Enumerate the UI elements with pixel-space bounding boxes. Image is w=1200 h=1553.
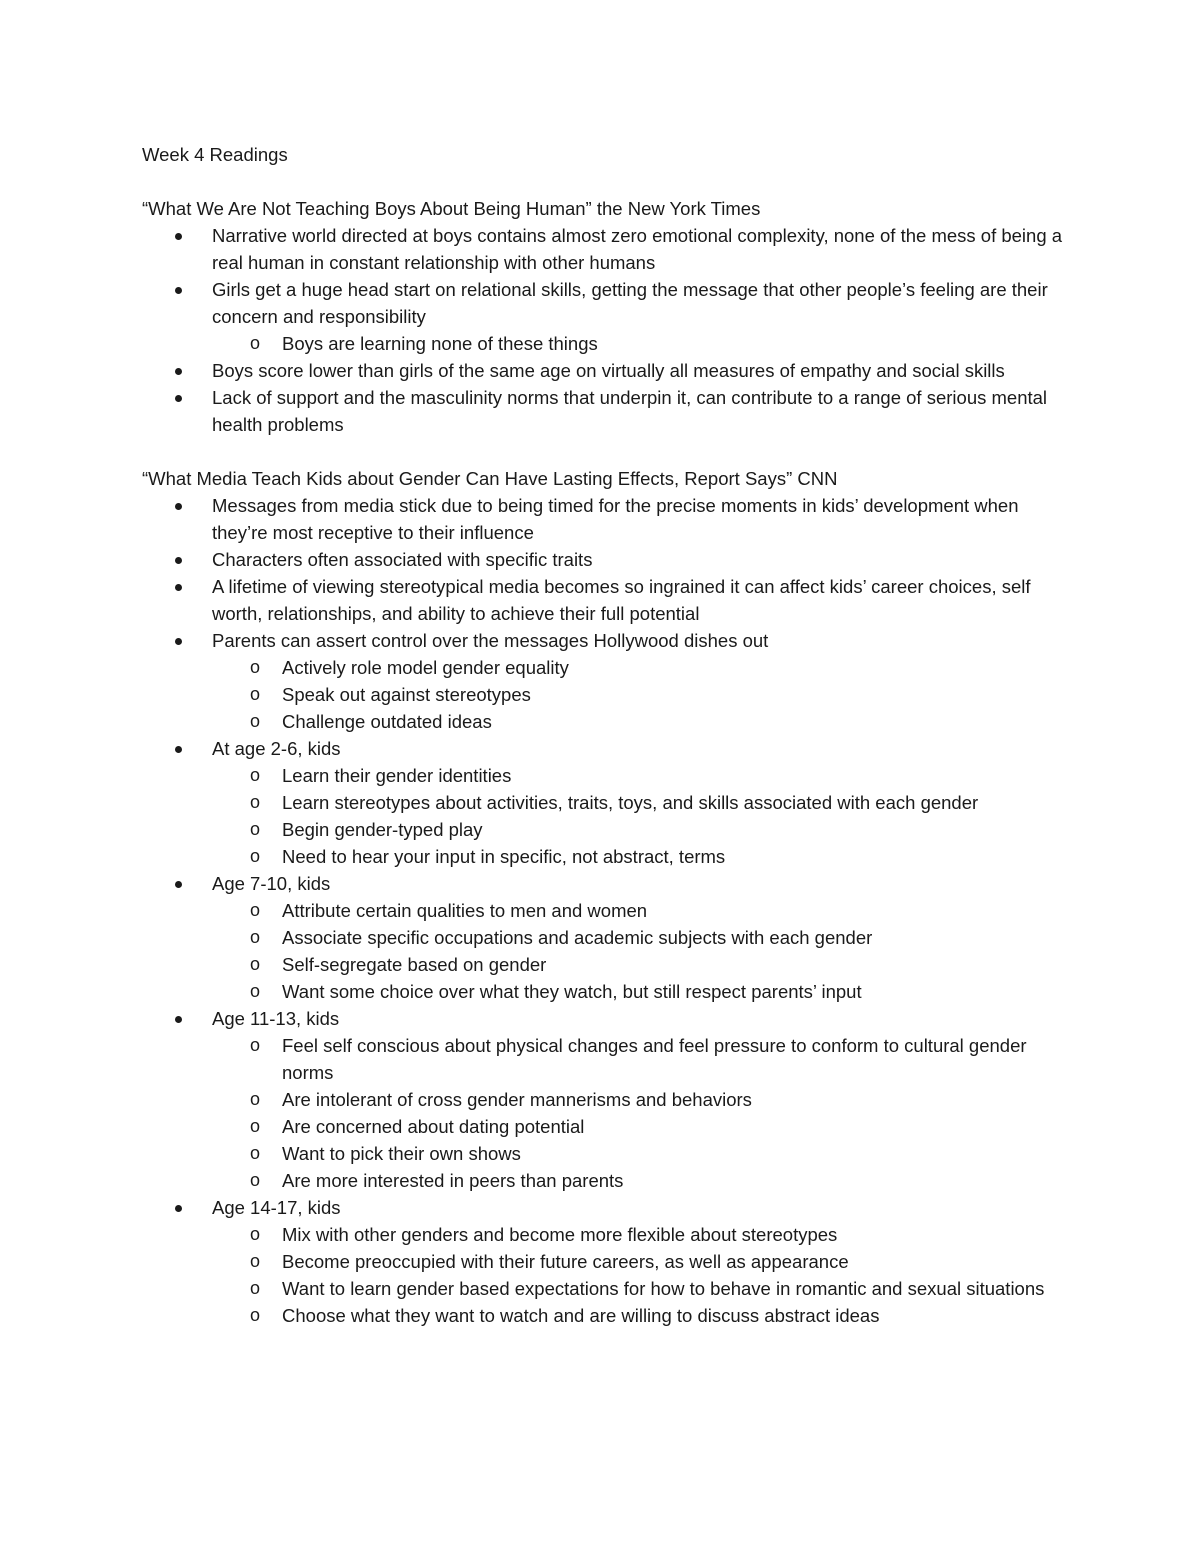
sub-list-item-text: Are more interested in peers than parents <box>282 1170 624 1191</box>
list-item-text: Age 7-10, kids <box>212 873 331 894</box>
circle-bullet-icon: o <box>250 981 261 1001</box>
bullet-dot-icon <box>175 638 182 645</box>
bullet-dot-icon <box>175 881 182 888</box>
sub-list-item-text: Are intolerant of cross gender mannerisms and behaviors <box>282 1089 752 1110</box>
list-item <box>142 546 1072 573</box>
sub-list-item-text: Actively role model gender equality <box>282 657 569 678</box>
document-title: Week 4 Readings <box>142 144 288 165</box>
sub-list-item-text: Want some choice over what they watch, but still respect parents’ input <box>282 981 862 1002</box>
sub-list-item <box>212 762 1072 789</box>
sub-list-item <box>212 708 1072 735</box>
list-item <box>142 357 1072 384</box>
bullet-list <box>142 492 1072 1329</box>
circle-bullet-icon: o <box>250 792 261 812</box>
sub-list-item <box>212 1113 1072 1140</box>
bullet-dot-icon <box>175 368 182 375</box>
sub-list-item <box>212 978 1072 1005</box>
bullet-dot-icon <box>175 233 182 240</box>
sub-list-item <box>212 1302 1072 1329</box>
list-item-text: Girls get a huge head start on relational skills, getting the message that other people’s feeling are their concern and responsibility <box>212 279 1048 327</box>
document-body <box>142 141 1072 1329</box>
sub-list <box>212 1221 1072 1329</box>
sub-list-item-text: Become preoccupied with their future careers, as well as appearance <box>282 1251 849 1272</box>
bullet-dot-icon <box>175 746 182 753</box>
list-item-text: Lack of support and the masculinity norms that underpin it, can contribute to a range of serious mental health problems <box>212 387 1048 435</box>
sub-list-item-text: Begin gender-typed play <box>282 819 483 840</box>
sub-list-item-text: Speak out against stereotypes <box>282 684 531 705</box>
sub-list-item-text: Are concerned about dating potential <box>282 1116 585 1137</box>
circle-bullet-icon: o <box>250 1251 261 1271</box>
sub-list-item <box>212 1248 1072 1275</box>
sub-list-item <box>212 843 1072 870</box>
circle-bullet-icon: o <box>250 1170 261 1190</box>
list-item-text: Messages from media stick due to being timed for the precise moments in kids’ development when they’re most receptive to their influence <box>212 495 1019 543</box>
list-item <box>142 627 1072 735</box>
sub-list-item <box>212 330 1072 357</box>
sub-list-item-text: Mix with other genders and become more flexible about stereotypes <box>282 1224 838 1245</box>
sub-list-item <box>212 681 1072 708</box>
sub-list-item-text: Boys are learning none of these things <box>282 333 598 354</box>
bullet-dot-icon <box>175 503 182 510</box>
sub-list-item <box>212 897 1072 924</box>
sub-list-item-text: Attribute certain qualities to men and women <box>282 900 648 921</box>
circle-bullet-icon: o <box>250 1278 261 1298</box>
list-item <box>142 573 1072 627</box>
list-item-text: Age 11-13, kids <box>212 1008 340 1029</box>
list-item <box>142 276 1072 357</box>
list-item-text: Characters often associated with specific traits <box>212 549 593 570</box>
sub-list-item-text: Choose what they want to watch and are willing to discuss abstract ideas <box>282 1305 880 1326</box>
list-item-text: A lifetime of viewing stereotypical media becomes so ingrained it can affect kids’ career choices, self worth, relationships, and ability to achieve their full potential <box>212 576 1031 624</box>
circle-bullet-icon: o <box>250 1035 261 1055</box>
sub-list <box>212 330 1072 357</box>
sub-list-item <box>212 951 1072 978</box>
circle-bullet-icon: o <box>250 657 261 677</box>
bullet-dot-icon <box>175 557 182 564</box>
list-item-text: Age 14-17, kids <box>212 1197 341 1218</box>
section-spacer <box>142 438 1072 465</box>
circle-bullet-icon: o <box>250 819 261 839</box>
list-item-text: Parents can assert control over the messages Hollywood dishes out <box>212 630 769 651</box>
circle-bullet-icon: o <box>250 333 261 353</box>
sub-list-item <box>212 1221 1072 1248</box>
sub-list-item <box>212 1086 1072 1113</box>
bullet-list <box>142 222 1072 438</box>
list-item <box>142 492 1072 546</box>
sub-list <box>212 762 1072 870</box>
list-item <box>142 222 1072 276</box>
bullet-dot-icon <box>175 1016 182 1023</box>
sub-list <box>212 1032 1072 1194</box>
sub-list <box>212 897 1072 1005</box>
sub-list-item-text: Learn their gender identities <box>282 765 512 786</box>
sub-list-item-text: Challenge outdated ideas <box>282 711 492 732</box>
list-item-text: At age 2-6, kids <box>212 738 341 759</box>
sub-list-item <box>212 654 1072 681</box>
circle-bullet-icon: o <box>250 765 261 785</box>
circle-bullet-icon: o <box>250 1116 261 1136</box>
sub-list-item-text: Self-segregate based on gender <box>282 954 547 975</box>
bullet-dot-icon <box>175 1205 182 1212</box>
sub-list-item <box>212 1167 1072 1194</box>
circle-bullet-icon: o <box>250 954 261 974</box>
section-source-title: “What Media Teach Kids about Gender Can Have Lasting Effects, Report Says” CNN <box>142 468 838 489</box>
circle-bullet-icon: o <box>250 927 261 947</box>
circle-bullet-icon: o <box>250 1089 261 1109</box>
sub-list-item <box>212 816 1072 843</box>
circle-bullet-icon: o <box>250 1143 261 1163</box>
list-item-text: Boys score lower than girls of the same age on virtually all measures of empathy and social skills <box>212 360 1005 381</box>
circle-bullet-icon: o <box>250 1224 261 1244</box>
list-item <box>142 1194 1072 1329</box>
list-item <box>142 1005 1072 1194</box>
sub-list-item-text: Want to learn gender based expectations for how to behave in romantic and sexual situations <box>282 1278 1045 1299</box>
sections <box>142 195 1072 1329</box>
sub-list-item <box>212 1140 1072 1167</box>
sub-list-item-text: Need to hear your input in specific, not abstract, terms <box>282 846 726 867</box>
circle-bullet-icon: o <box>250 900 261 920</box>
circle-bullet-icon: o <box>250 711 261 731</box>
bullet-dot-icon <box>175 395 182 402</box>
sub-list-item <box>212 789 1072 816</box>
sub-list-item <box>212 1275 1072 1302</box>
sub-list-item <box>212 924 1072 951</box>
section-source-title: “What We Are Not Teaching Boys About Being Human” the New York Times <box>142 198 761 219</box>
list-item <box>142 384 1072 438</box>
list-item-text: Narrative world directed at boys contains almost zero emotional complexity, none of the mess of being a real human in constant relationship with other humans <box>212 225 1063 273</box>
list-item <box>142 870 1072 1005</box>
bullet-dot-icon <box>175 287 182 294</box>
bullet-dot-icon <box>175 584 182 591</box>
circle-bullet-icon: o <box>250 684 261 704</box>
circle-bullet-icon: o <box>250 846 261 866</box>
sub-list-item-text: Want to pick their own shows <box>282 1143 521 1164</box>
sub-list <box>212 654 1072 735</box>
sub-list-item-text: Learn stereotypes about activities, traits, toys, and skills associated with each gender <box>282 792 979 813</box>
sub-list-item-text: Feel self conscious about physical changes and feel pressure to conform to cultural gender norms <box>282 1035 1027 1083</box>
sub-list-item <box>212 1032 1072 1086</box>
sub-list-item-text: Associate specific occupations and academic subjects with each gender <box>282 927 873 948</box>
circle-bullet-icon: o <box>250 1305 261 1325</box>
list-item <box>142 735 1072 870</box>
